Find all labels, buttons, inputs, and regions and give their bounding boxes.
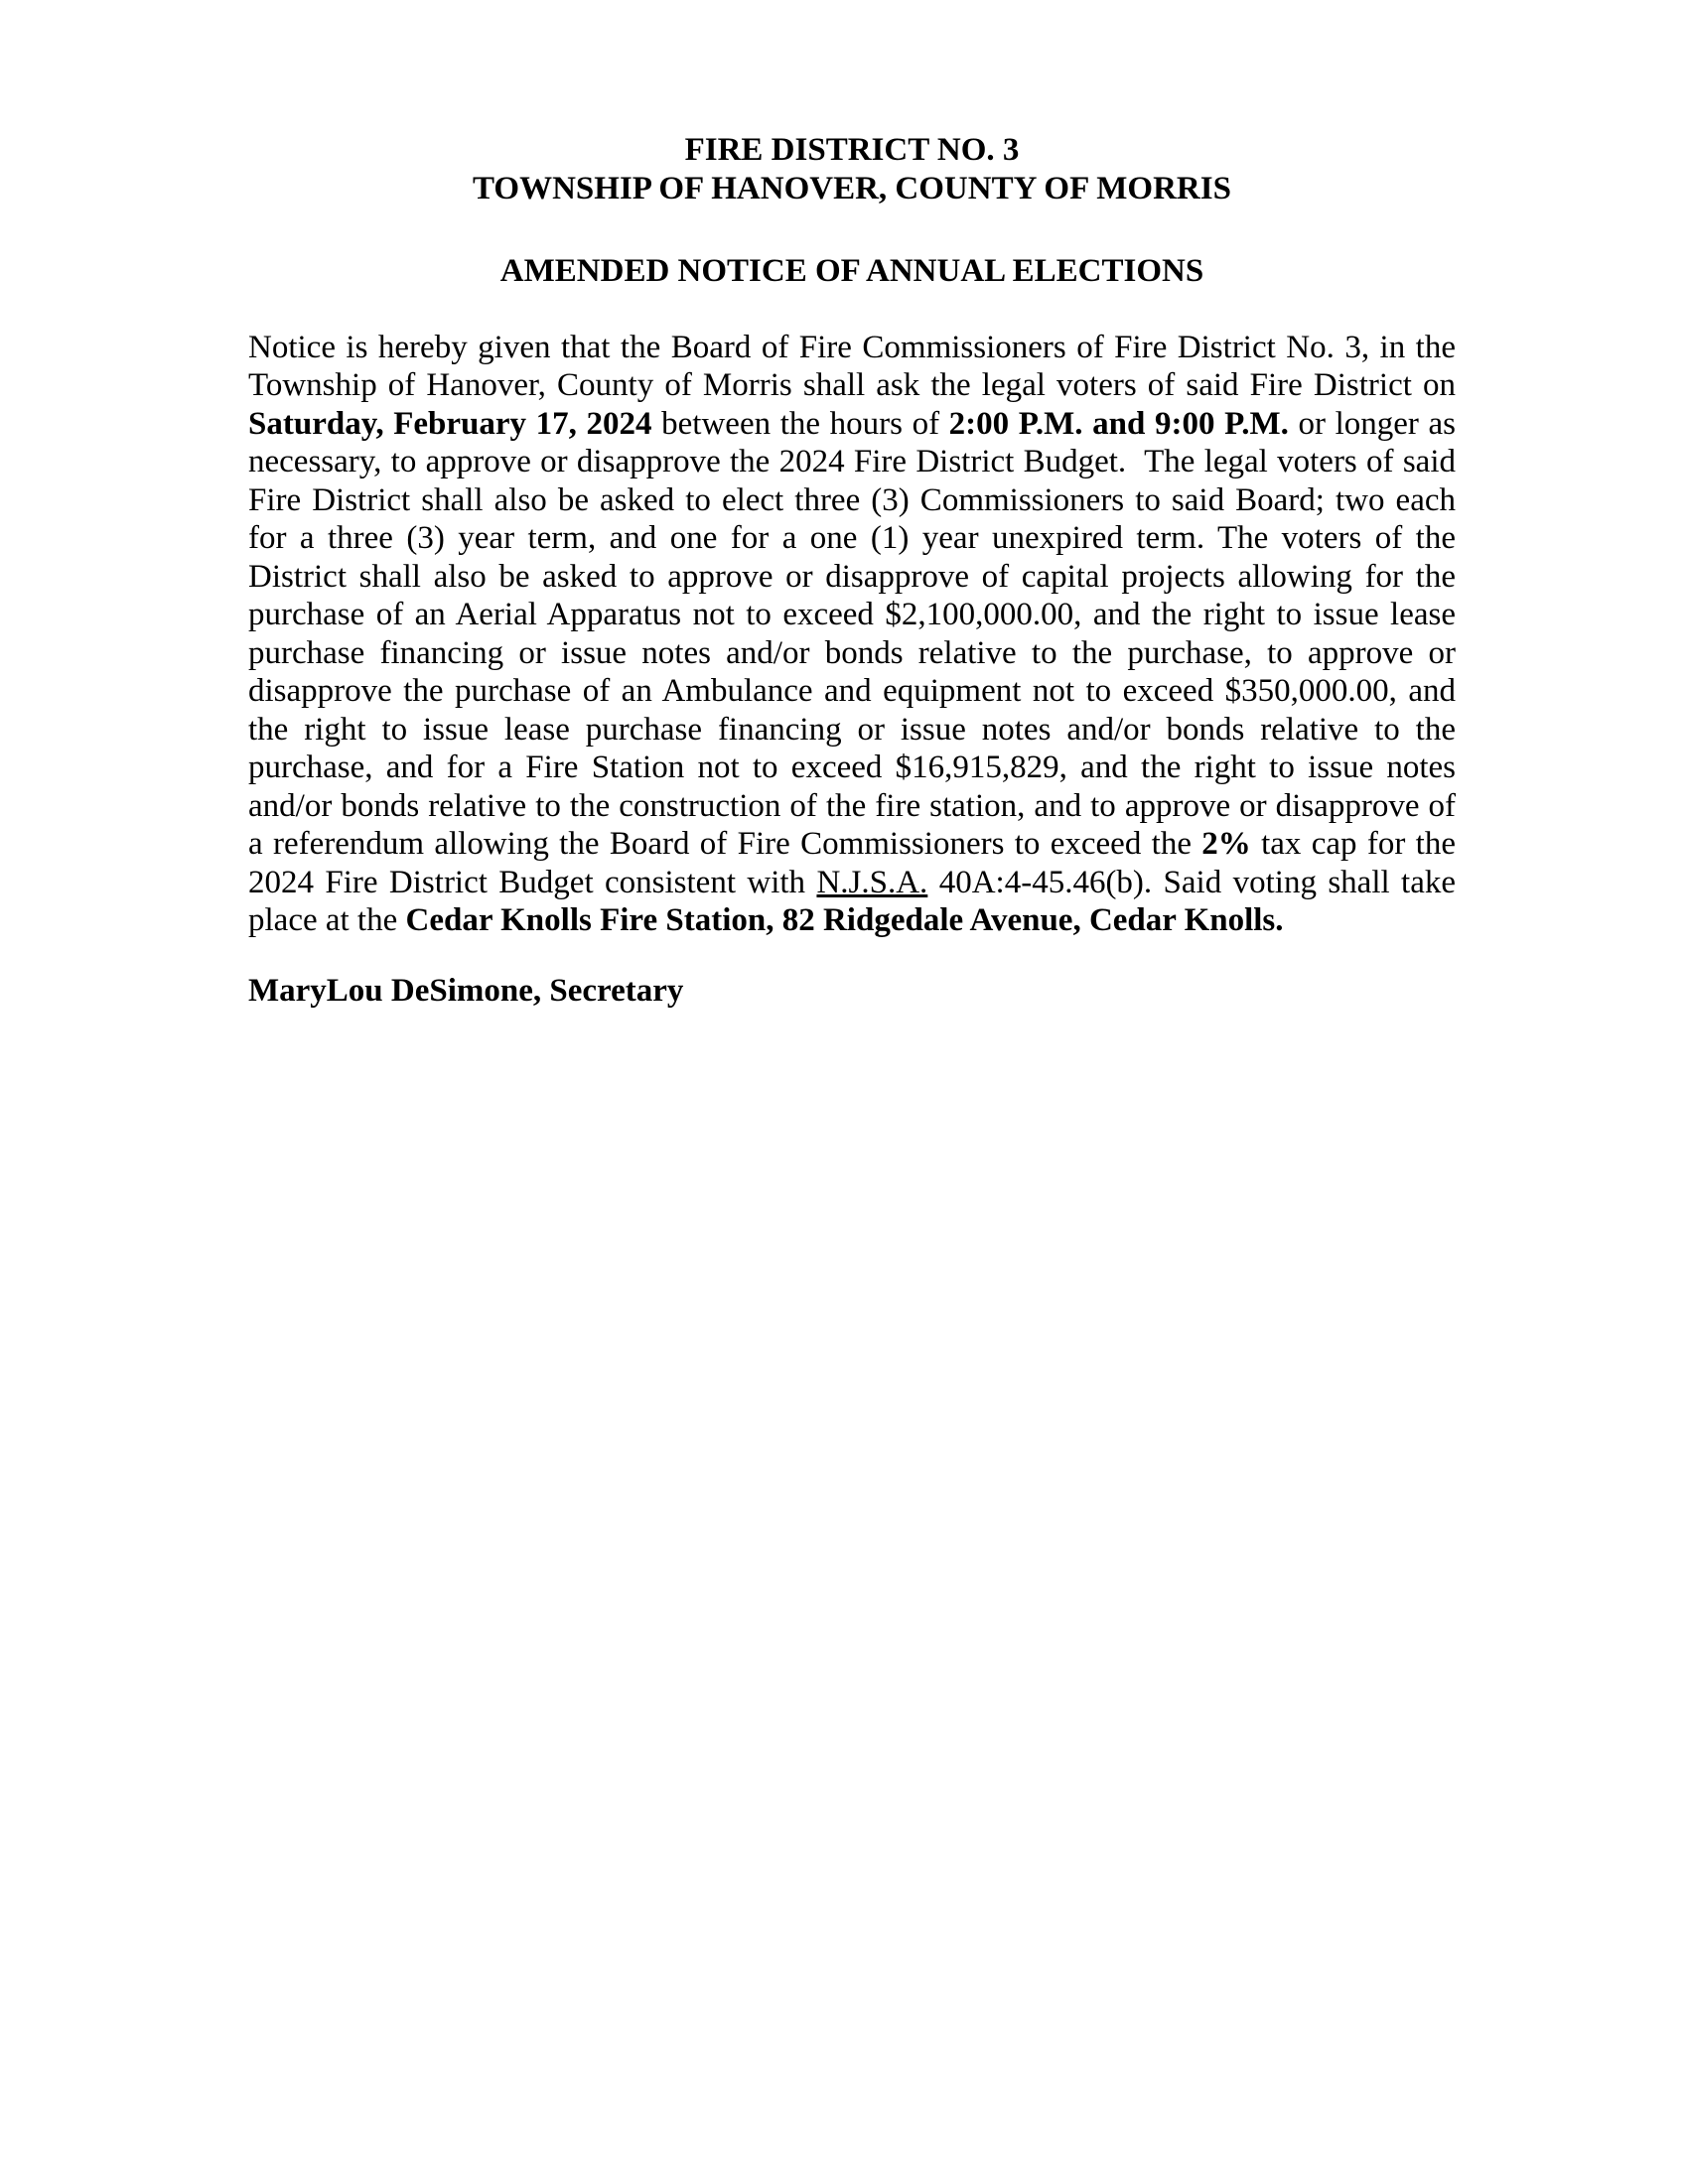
notice-paragraph (248, 329, 1456, 940)
document-title-line2: TOWNSHIP OF HANOVER, COUNTY OF MORRIS (473, 170, 1231, 206)
polling-hours: 2:00 P.M. and 9:00 P.M. (948, 405, 1289, 442)
election-date: Saturday, February 17, 2024 (248, 405, 652, 442)
notice-text: Notice is hereby given that the Board of Fire Commissioners of Fire District No. 3, in the Township of Hanover, County of Morris shall ask the legal voters of said Fire District on (248, 329, 1456, 403)
notice-text: between the hours of (651, 405, 949, 442)
notice-text: or longer as necessary, to approve or disapprove the 2024 Fire District Budget. The legal voters of said Fire District shall also be asked to elect three (3) Commissioners to said Board; two each for a three (3) year term, and one for a one (1) year unexpired term. The voters of the District shall also be asked to approve or disapprove of capital projects allowing for the purchase of an Aerial Apparatus not to exceed $2,100,000.00, and the right to issue lease purchase financing or issue notes and/or bonds relative to the purchase, to approve or disapprove the purchase of an Ambulance and equipment not to exceed $350,000.00, and the right to issue lease purchase financing or issue notes and/or bonds relative to the purchase, and for a Fire Station not to exceed $16,915,829, and the right to issue notes and/or bonds relative to the construction of the fire station, and to approve or disapprove of a referendum allowing the Board of Fire Commissioners to exceed the (248, 405, 1456, 862)
document-subtitle: AMENDED NOTICE OF ANNUAL ELECTIONS (499, 253, 1204, 289)
notice-text: tax cap for the 2024 Fire District Budget consistent with (248, 826, 1456, 900)
signature-line: MaryLou DeSimone, Secretary (248, 972, 684, 1009)
document-title-line1: FIRE DISTRICT NO. 3 (684, 132, 1020, 168)
tax-cap-percent: 2% (1201, 826, 1251, 862)
notice-text: 40A:4-45.46(b). Said voting shall take place at the (248, 864, 1457, 938)
polling-location: Cedar Knolls Fire Station, 82 Ridgedale Avenue, Cedar Knolls. (405, 902, 1284, 938)
document-header (248, 131, 1456, 207)
statute-citation: N.J.S.A. (816, 864, 928, 900)
